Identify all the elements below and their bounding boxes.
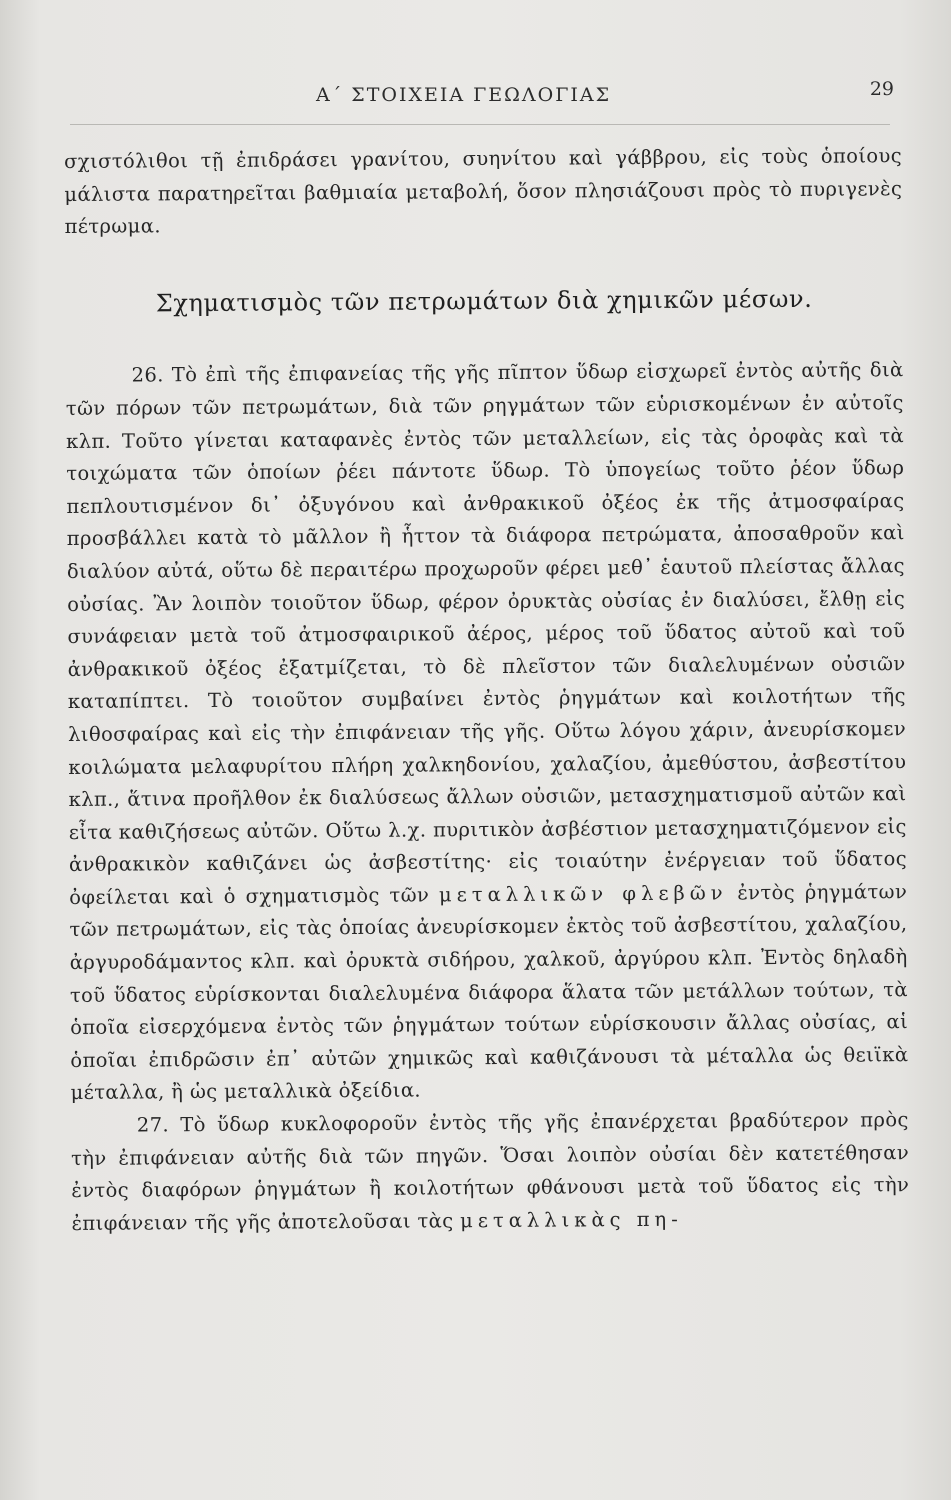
page-number: 29	[869, 78, 894, 100]
section-heading: Σχηματισμὸς τῶν πετρωμάτων διὰ χημικῶν μέσων.	[155, 284, 813, 318]
intro-paragraph: σχιστόλιθοι τῇ ἐπιδράσει γρανίτου, συηνίτου καὶ γάββρου, εἰς τοὺς ὁποίους μάλιστα παρατηρεῖται βαθμιαία μεταβολή, ὅσον πλησιάζουσι πρὸς τὸ πυριγενὲς πέτρωμα.	[64, 144, 903, 239]
running-title: Α΄ ΣΤΟΙΧΕΙΑ ΓΕΩΛΟΓΙΑΣ	[316, 84, 612, 106]
paragraph-26-text-2: ἐντὸς ῥηγμάτων τῶν πετρωμάτων, εἰς τὰς ὁποίας ἀνευρίσκομεν ἐκτὸς τοῦ ἀσβεστίτου, χαλαζίου, ἀργυροδάμαντος κλπ. καὶ ὀρυκτὰ σιδήρου, χαλκοῦ, ἀργύρου κλπ. Ἐντὸς δηλαδὴ τοῦ ὕδατος εὑρίσκονται διαλελυμένα διάφορα ἅλατα τῶν μετάλλων τούτων, τὰ ὁποῖα εἰσερχόμενα ἐντὸς τῶν ῥηγμάτων τούτων εὑρίσκουσιν ἄλλας οὐσίας, αἱ ὁποῖαι ἐπιδρῶσιν ἐπ᾽ αὐτῶν χημικῶς καὶ καθιζάνουσι τὰ μέταλλα ὡς θειϊκὰ μέταλλα, ἢ ὡς μεταλλικὰ ὀξείδια.	[69, 880, 909, 1105]
header-rule	[70, 124, 890, 125]
page-header	[60, 72, 900, 112]
paragraph-26-spaced-term: μεταλλικῶν φλεβῶν	[438, 881, 728, 907]
paragraph-27-spaced-term: μεταλλικὰς πη-	[460, 1207, 683, 1233]
paragraph-26-text-1: 26. Τὸ ἐπὶ τῆς ἐπιφανείας τῆς γῆς πῖπτον ὕδωρ εἰσχωρεῖ ἐντὸς αὐτῆς διὰ τῶν πόρων τῶν πετρωμάτων, διὰ τῶν ρηγμάτων τῶν εὑρισκομένων ἐν αὐτοῖς κλπ. Τοῦτο γίνεται καταφανὲς ἐντὸς τῶν μεταλλείων, εἰς τὰς ὀροφὰς καὶ τὰ τοιχώματα τῶν ὁποίων ῥέει πάντοτε ὕδωρ. Τὸ ὑπογείως τοῦτο ῥέον ὕδωρ πεπλουτισμένον δι᾽ ὀξυγόνου καὶ ἀνθρακικοῦ ὀξέος ἐκ τῆς ἀτμοσφαίρας προσβάλλει κατὰ τὸ μᾶλλον ἢ ἧττον τὰ διάφορα πετρώματα, ἀποσαθροῦν καὶ διαλύον αὐτά, οὕτω δὲ περαιτέρω προχωροῦν φέρει μεθ᾽ ἑαυτοῦ πλείστας ἄλλας οὐσίας. Ἂν λοιπὸν τοιοῦτον ὕδωρ, φέρον ὀρυκτὰς οὐσίας ἐν διαλύσει, ἔλθῃ εἰς συνάφειαν μετὰ τοῦ ἀτμοσφαιρικοῦ ἀέρος, μέρος τοῦ ὕδατος αὐτοῦ καὶ τοῦ ἀνθρακικοῦ ὀξέος ἐξατμίζεται, τὸ δὲ πλεῖστον τῶν διαλελυμένων οὐσιῶν καταπίπτει. Τὸ τοιοῦτον συμβαίνει ἐντὸς ῥηγμάτων καὶ κοιλοτήτων τῆς λιθοσφαίρας καὶ εἰς τὴν ἐπιφάνειαν τῆς γῆς. Οὕτω λόγου χάριν, ἀνευρίσκομεν κοιλώματα μελαφυρίτου πλήρη χαλκηδονίου, χαλαζίου, ἀμεθύστου, ἀσβεστίτου κλπ., ἅτινα προῆλθον ἐκ διαλύσεως ἄλλων οὐσιῶν, μετασχηματισμοῦ αὐτῶν καὶ εἶτα καθιζήσεως αὐτῶν. Οὕτω λ.χ. πυριτικὸν ἀσβέστιον μετασχηματιζόμενον εἰς ἀνθρακικὸν καθιζάνει ὡς ἀσβεστίτης· εἰς τοιαύτην ἐνέργειαν τοῦ ὕδατος ὀφείλεται καὶ ὁ σχηματισμὸς τῶν	[65, 358, 908, 909]
body-text	[64, 140, 910, 1240]
paragraph-27	[71, 1104, 910, 1240]
paragraph-26	[65, 355, 908, 1110]
paragraph-27-text-1: 27. Τὸ ὕδωρ κυκλοφοροῦν ἐντὸς τῆς γῆς ἐπανέρχεται βραδύτερον πρὸς τὴν ἐπιφάνειαν αὐτῆς διὰ τῶν πηγῶν. Ὅσαι λοιπὸν οὐσίαι δὲν κατετέθησαν ἐντὸς διαφόρων ῥηγμάτων ἢ κοιλοτήτων φθάνουσι μετὰ τοῦ ὕδατος εἰς τὴν ἐπιφάνειαν τῆς γῆς ἀποτελοῦσαι τὰς	[70, 1108, 910, 1235]
